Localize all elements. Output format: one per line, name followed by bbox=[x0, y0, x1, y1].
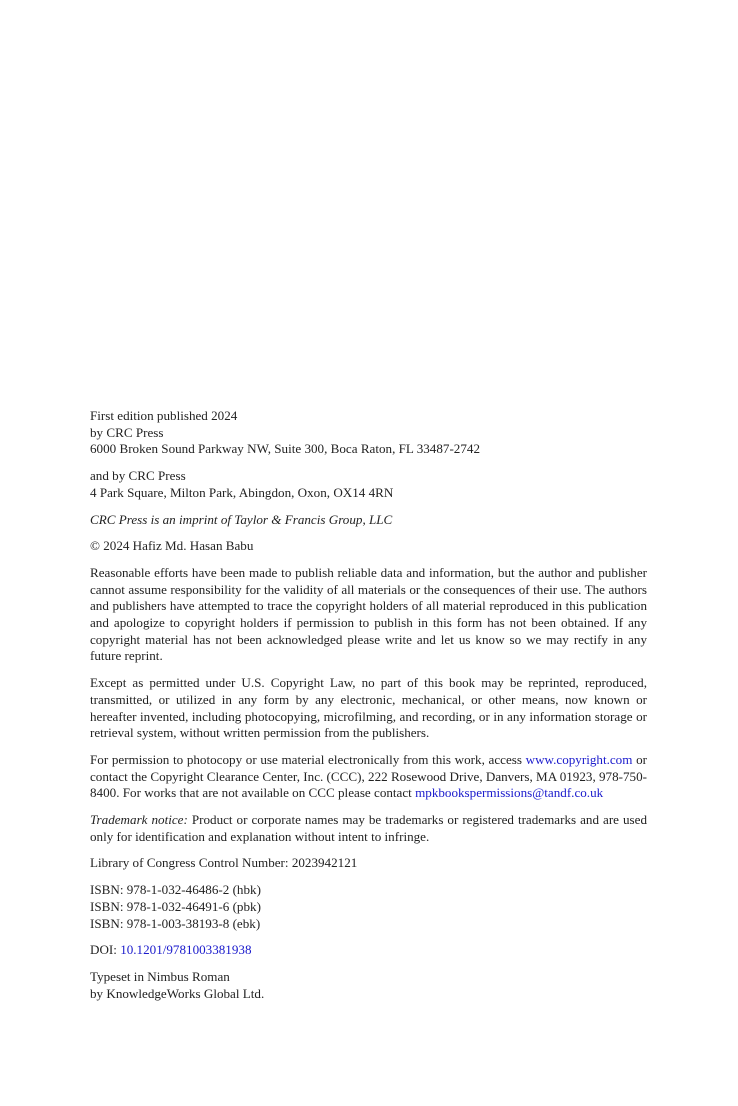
doi-link[interactable]: 10.1201/9781003381938 bbox=[120, 942, 252, 958]
permission-text-middle: or contact the Copyright Clearance Center, Inc. (CCC), 222 Rosewood Drive, Danvers, MA 01923, 978-750-8400. For works that are not available on CCC please contact bbox=[90, 751, 647, 801]
copyright-notice: © 2024 Hafiz Md. Hasan Babu bbox=[90, 538, 254, 554]
trademark-text: Product or corporate names may be trademarks or registered trademarks and are used only for identification and explanation without intent to infringe. bbox=[90, 812, 647, 844]
isbn-pbk: ISBN: 978-1-032-46491-6 (pbk) bbox=[90, 898, 261, 914]
typesetter: by KnowledgeWorks Global Ltd. bbox=[90, 985, 265, 1001]
isbn-block bbox=[90, 882, 647, 932]
permissions-email-link[interactable]: mpkbookspermissions@tandf.co.uk bbox=[415, 785, 604, 801]
typeset-block bbox=[90, 969, 647, 1002]
publisher-address: 6000 Broken Sound Parkway NW, Suite 300, Boca Raton, FL 33487-2742 bbox=[90, 441, 480, 457]
permission-text-before: For permission to photocopy or use material electronically from this work, access bbox=[90, 751, 526, 767]
permission-paragraph bbox=[90, 752, 647, 802]
second-publisher-address: 4 Park Square, Milton Park, Abingdon, Oxon, OX14 4RN bbox=[90, 484, 394, 500]
copyright-page bbox=[90, 408, 647, 1012]
doi-line bbox=[90, 942, 647, 959]
trademark-paragraph bbox=[90, 812, 647, 845]
reasonable-efforts-paragraph: Reasonable efforts have been made to publish reliable data and information, but the author and publisher cannot assume responsibility for the validity of all materials or the consequences of their use. The authors and publishers have attempted to trace the copyright holders of all material reproduced in this publication and apologize to copyright holders if permission to publish in this form has not been obtained. If any copyright material has not been acknowledged please write and let us know so we may rectify in any future reprint. bbox=[90, 564, 647, 664]
edition-line: First edition published 2024 bbox=[90, 408, 238, 423]
imprint-note: CRC Press is an imprint of Taylor & Francis Group, LLC bbox=[90, 511, 393, 527]
trademark-label: Trademark notice: bbox=[90, 812, 188, 828]
second-publisher-block bbox=[90, 468, 647, 501]
edition-block bbox=[90, 408, 647, 458]
lccn: Library of Congress Control Number: 2023942121 bbox=[90, 855, 358, 871]
copyright-law-paragraph: Except as permitted under U.S. Copyright Law, no part of this book may be reprinted, reproduced, transmitted, or utilized in any form by any electronic, mechanical, or other means, now known or hereafter invented, including photocopying, microfilming, and recording, or in any information storage or retrieval system, without written permission from the publishers. bbox=[90, 675, 647, 741]
copyright-website-link[interactable]: www.copyright.​com bbox=[525, 751, 633, 767]
second-publisher-line: and by CRC Press bbox=[90, 468, 186, 484]
isbn-hbk: ISBN: 978-1-032-46486-2 (hbk) bbox=[90, 882, 261, 898]
isbn-ebk: ISBN: 978-1-003-38193-8 (ebk) bbox=[90, 915, 261, 931]
publisher-line: by CRC Press bbox=[90, 424, 164, 440]
doi-label: DOI: bbox=[90, 942, 121, 958]
typeset-font: Typeset in Nimbus Roman bbox=[90, 968, 230, 984]
